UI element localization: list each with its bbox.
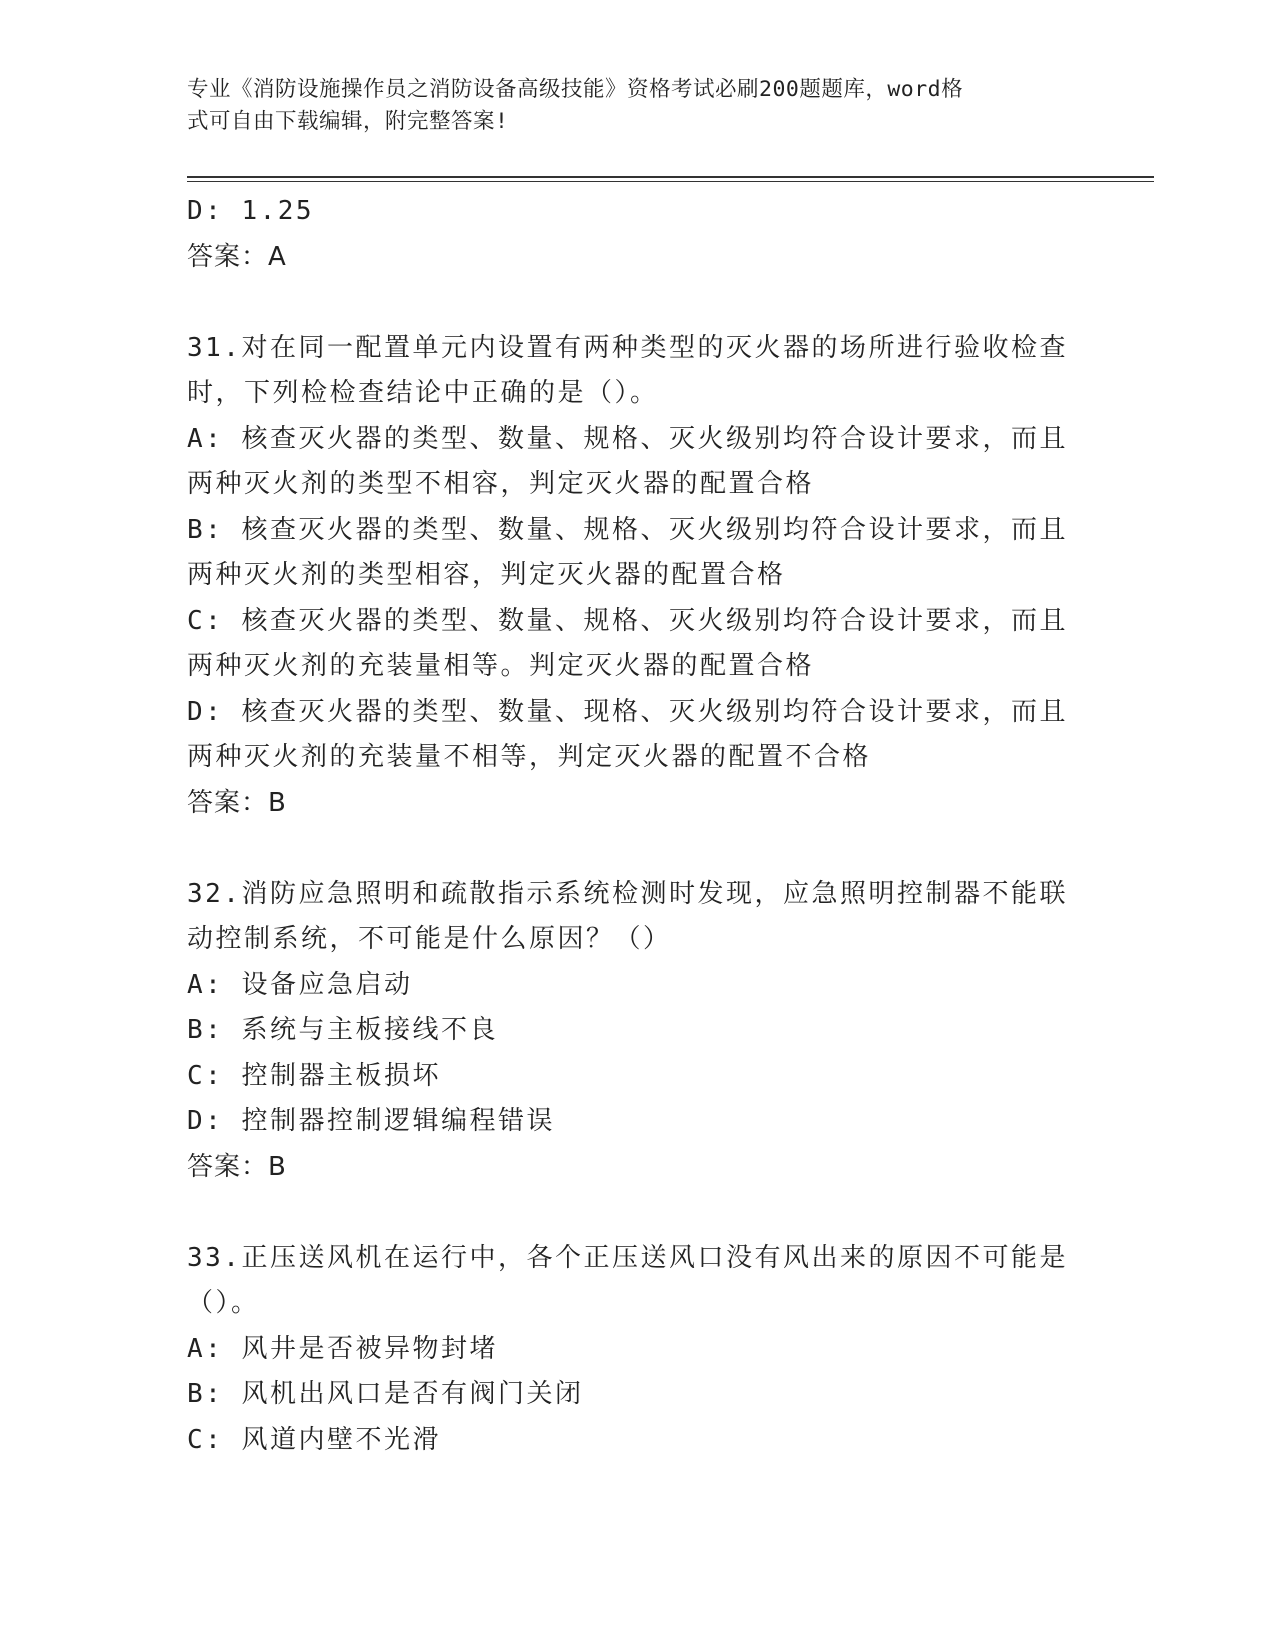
question-33: [187, 1236, 1087, 1464]
option-c: C: 控制器主板损坏: [187, 1060, 441, 1091]
option-b-cont: 两种灭火剂的类型相容，判定灭火器的配置合格: [187, 560, 786, 590]
prev-option-d: D: 1.25: [187, 196, 315, 226]
option-c: C: 风道内壁不光滑: [187, 1424, 441, 1455]
option-a-cont: 两种灭火剂的类型不相容，判定灭火器的配置合格: [187, 469, 815, 499]
prev-answer: 答案：A: [187, 241, 287, 272]
option-b: B: 核查灭火器的类型、数量、规格、灭火级别均符合设计要求，而且: [187, 514, 1068, 545]
question-stem-cont: （）。: [187, 1288, 260, 1318]
header-line-2: 式可自由下载编辑，附完整答案!: [187, 109, 509, 134]
answer: 答案：B: [187, 787, 287, 818]
option-a: A: 核查灭火器的类型、数量、规格、灭火级别均符合设计要求，而且: [187, 423, 1068, 454]
question-32: [187, 872, 1087, 1191]
header-line-1: 专业《消防设施操作员之消防设备高级技能》资格考试必刷200题题库，word格: [187, 77, 964, 102]
header-divider-thin: [187, 181, 1154, 182]
question-stem: 32.消防应急照明和疏散指示系统检测时发现，应急照明控制器不能联: [187, 878, 1068, 909]
option-d-cont: 两种灭火剂的充装量不相等，判定灭火器的配置不合格: [187, 742, 872, 772]
question-stem: 31.对在同一配置单元内设置有两种类型的灭火器的场所进行验收检查: [187, 332, 1068, 363]
option-d: D: 控制器控制逻辑编程错误: [187, 1106, 555, 1136]
question-stem-cont: 动控制系统，不可能是什么原因？（）: [187, 924, 672, 954]
header-divider-thick: [187, 176, 1154, 178]
option-a: A: 设备应急启动: [187, 969, 413, 1000]
question-stem: 33.正压送风机在运行中，各个正压送风口没有风出来的原因不可能是: [187, 1242, 1068, 1273]
option-b: B: 风机出风口是否有阀门关闭: [187, 1379, 584, 1409]
option-c-cont: 两种灭火剂的充装量相等。判定灭火器的配置合格: [187, 651, 815, 681]
question-stem-cont: 时，下列检检查结论中正确的是（）。: [187, 378, 659, 408]
option-b: B: 系统与主板接线不良: [187, 1015, 498, 1045]
spacer: [187, 280, 1087, 326]
option-d: D: 核查灭火器的类型、数量、现格、灭火级别均符合设计要求，而且: [187, 696, 1068, 727]
option-c: C: 核查灭火器的类型、数量、规格、灭火级别均符合设计要求，而且: [187, 605, 1068, 636]
question-31: [187, 326, 1087, 827]
question-content: [187, 189, 1087, 1463]
document-header: [187, 74, 1077, 138]
spacer: [187, 1190, 1087, 1236]
option-a: A: 风井是否被异物封堵: [187, 1333, 498, 1364]
answer: 答案：B: [187, 1151, 287, 1182]
spacer: [187, 826, 1087, 872]
